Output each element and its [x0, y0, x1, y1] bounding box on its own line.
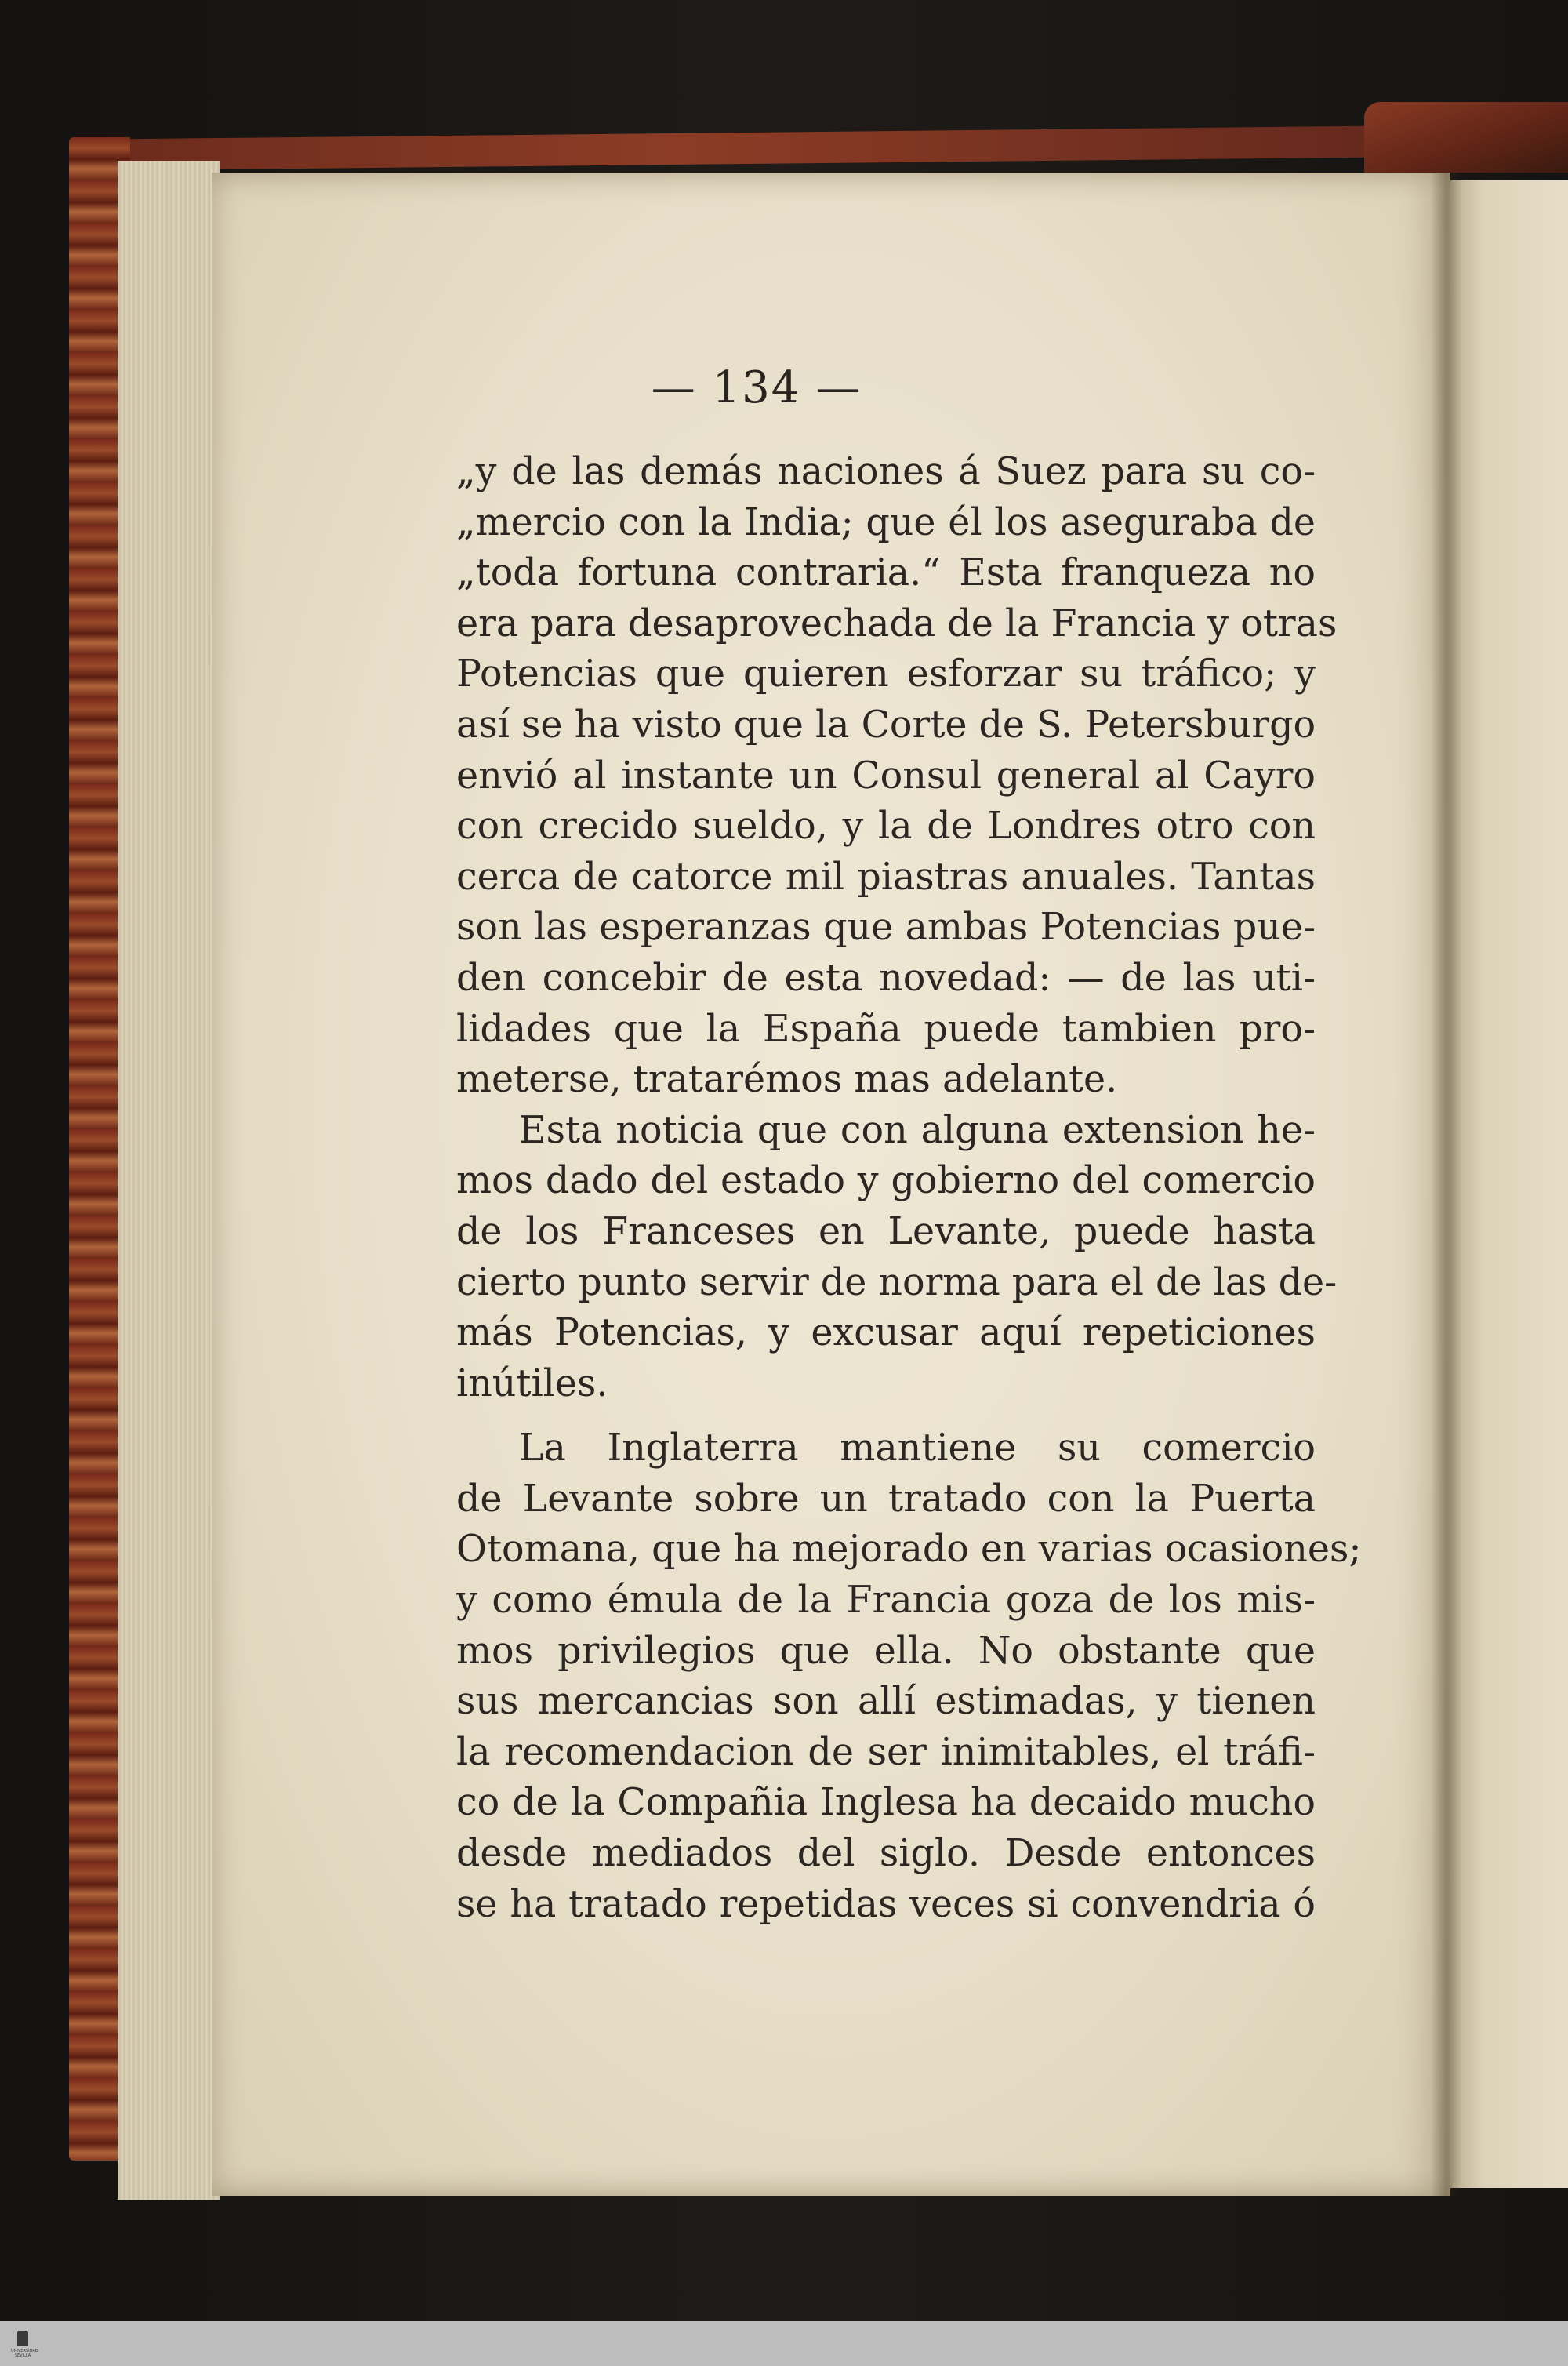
book-cover-corner [1364, 102, 1568, 173]
library-logo [11, 2331, 38, 2358]
text-line: se ha tratado repetidas veces si convendria ó [456, 1882, 1316, 1926]
text-line: así se ha visto que la Corte de S. Petersburgo [456, 703, 1316, 747]
text-line: de Levante sobre un tratado con la Puerta [456, 1477, 1316, 1521]
library-logo-caption: UNIVERSIDAD SEVILLA [11, 2349, 38, 2358]
page-edges [118, 161, 220, 2200]
text-line: mos privilegios que ella. No obstante que [456, 1629, 1316, 1673]
facing-page [1446, 180, 1568, 2188]
page-number-header: — 134 — [651, 362, 862, 413]
text-line: Potencias que quieren esforzar su tráfico; y [456, 652, 1316, 696]
text-line: „toda fortuna contraria.“ Esta franqueza no [456, 551, 1316, 595]
text-line: con crecido sueldo, y la de Londres otro con [456, 805, 1316, 849]
text-line: sus mercancias son allí estimadas, y tienen [456, 1680, 1316, 1724]
text-line: desde mediados del siglo. Desde entonces [456, 1832, 1316, 1876]
text-line: mos dado del estado y gobierno del comercio [456, 1159, 1316, 1203]
text-line: Esta noticia que con alguna extension he- [519, 1108, 1316, 1152]
page-gutter [1431, 173, 1462, 2196]
text-line: „mercio con la India; que él los aseguraba de [456, 500, 1316, 544]
text-line: envió al instante un Consul general al Cayro [456, 754, 1316, 798]
text-line: „y de las demás naciones á Suez para su co- [456, 450, 1316, 493]
text-line: den concebir de esta novedad: — de las uti- [456, 956, 1316, 1000]
page-text [456, 447, 1362, 1930]
text-line: son las esperanzas que ambas Potencias pue- [456, 906, 1316, 950]
text-line: y como émula de la Francia goza de los mis- [456, 1579, 1316, 1623]
text-line: co de la Compañia Inglesa ha decaido mucho [456, 1781, 1316, 1825]
text-line: de los Franceses en Levante, puede hasta [456, 1209, 1316, 1253]
text-line: meterse, tratarémos mas adelante. [456, 1058, 1118, 1102]
text-line: Otomana, que ha mejorado en varias ocasiones; [456, 1528, 1362, 1572]
text-line: era para desaprovechada de la Francia y otras [456, 601, 1338, 645]
library-logo-icon [17, 2331, 28, 2346]
text-line: lidades que la España puede tambien pro- [456, 1007, 1316, 1051]
text-line: la recomendacion de ser inimitables, el tráfi- [456, 1730, 1316, 1774]
text-line: cerca de catorce mil piastras anuales. Tantas [456, 855, 1316, 899]
text-line: cierto punto servir de norma para el de las de- [456, 1260, 1338, 1304]
text-line: inútiles. [456, 1361, 608, 1405]
text-line: La Inglaterra mantiene su comercio [519, 1427, 1316, 1470]
text-line: más Potencias, y excusar aquí repeticiones [456, 1311, 1316, 1355]
scanner-footer-bar [0, 2321, 1568, 2366]
